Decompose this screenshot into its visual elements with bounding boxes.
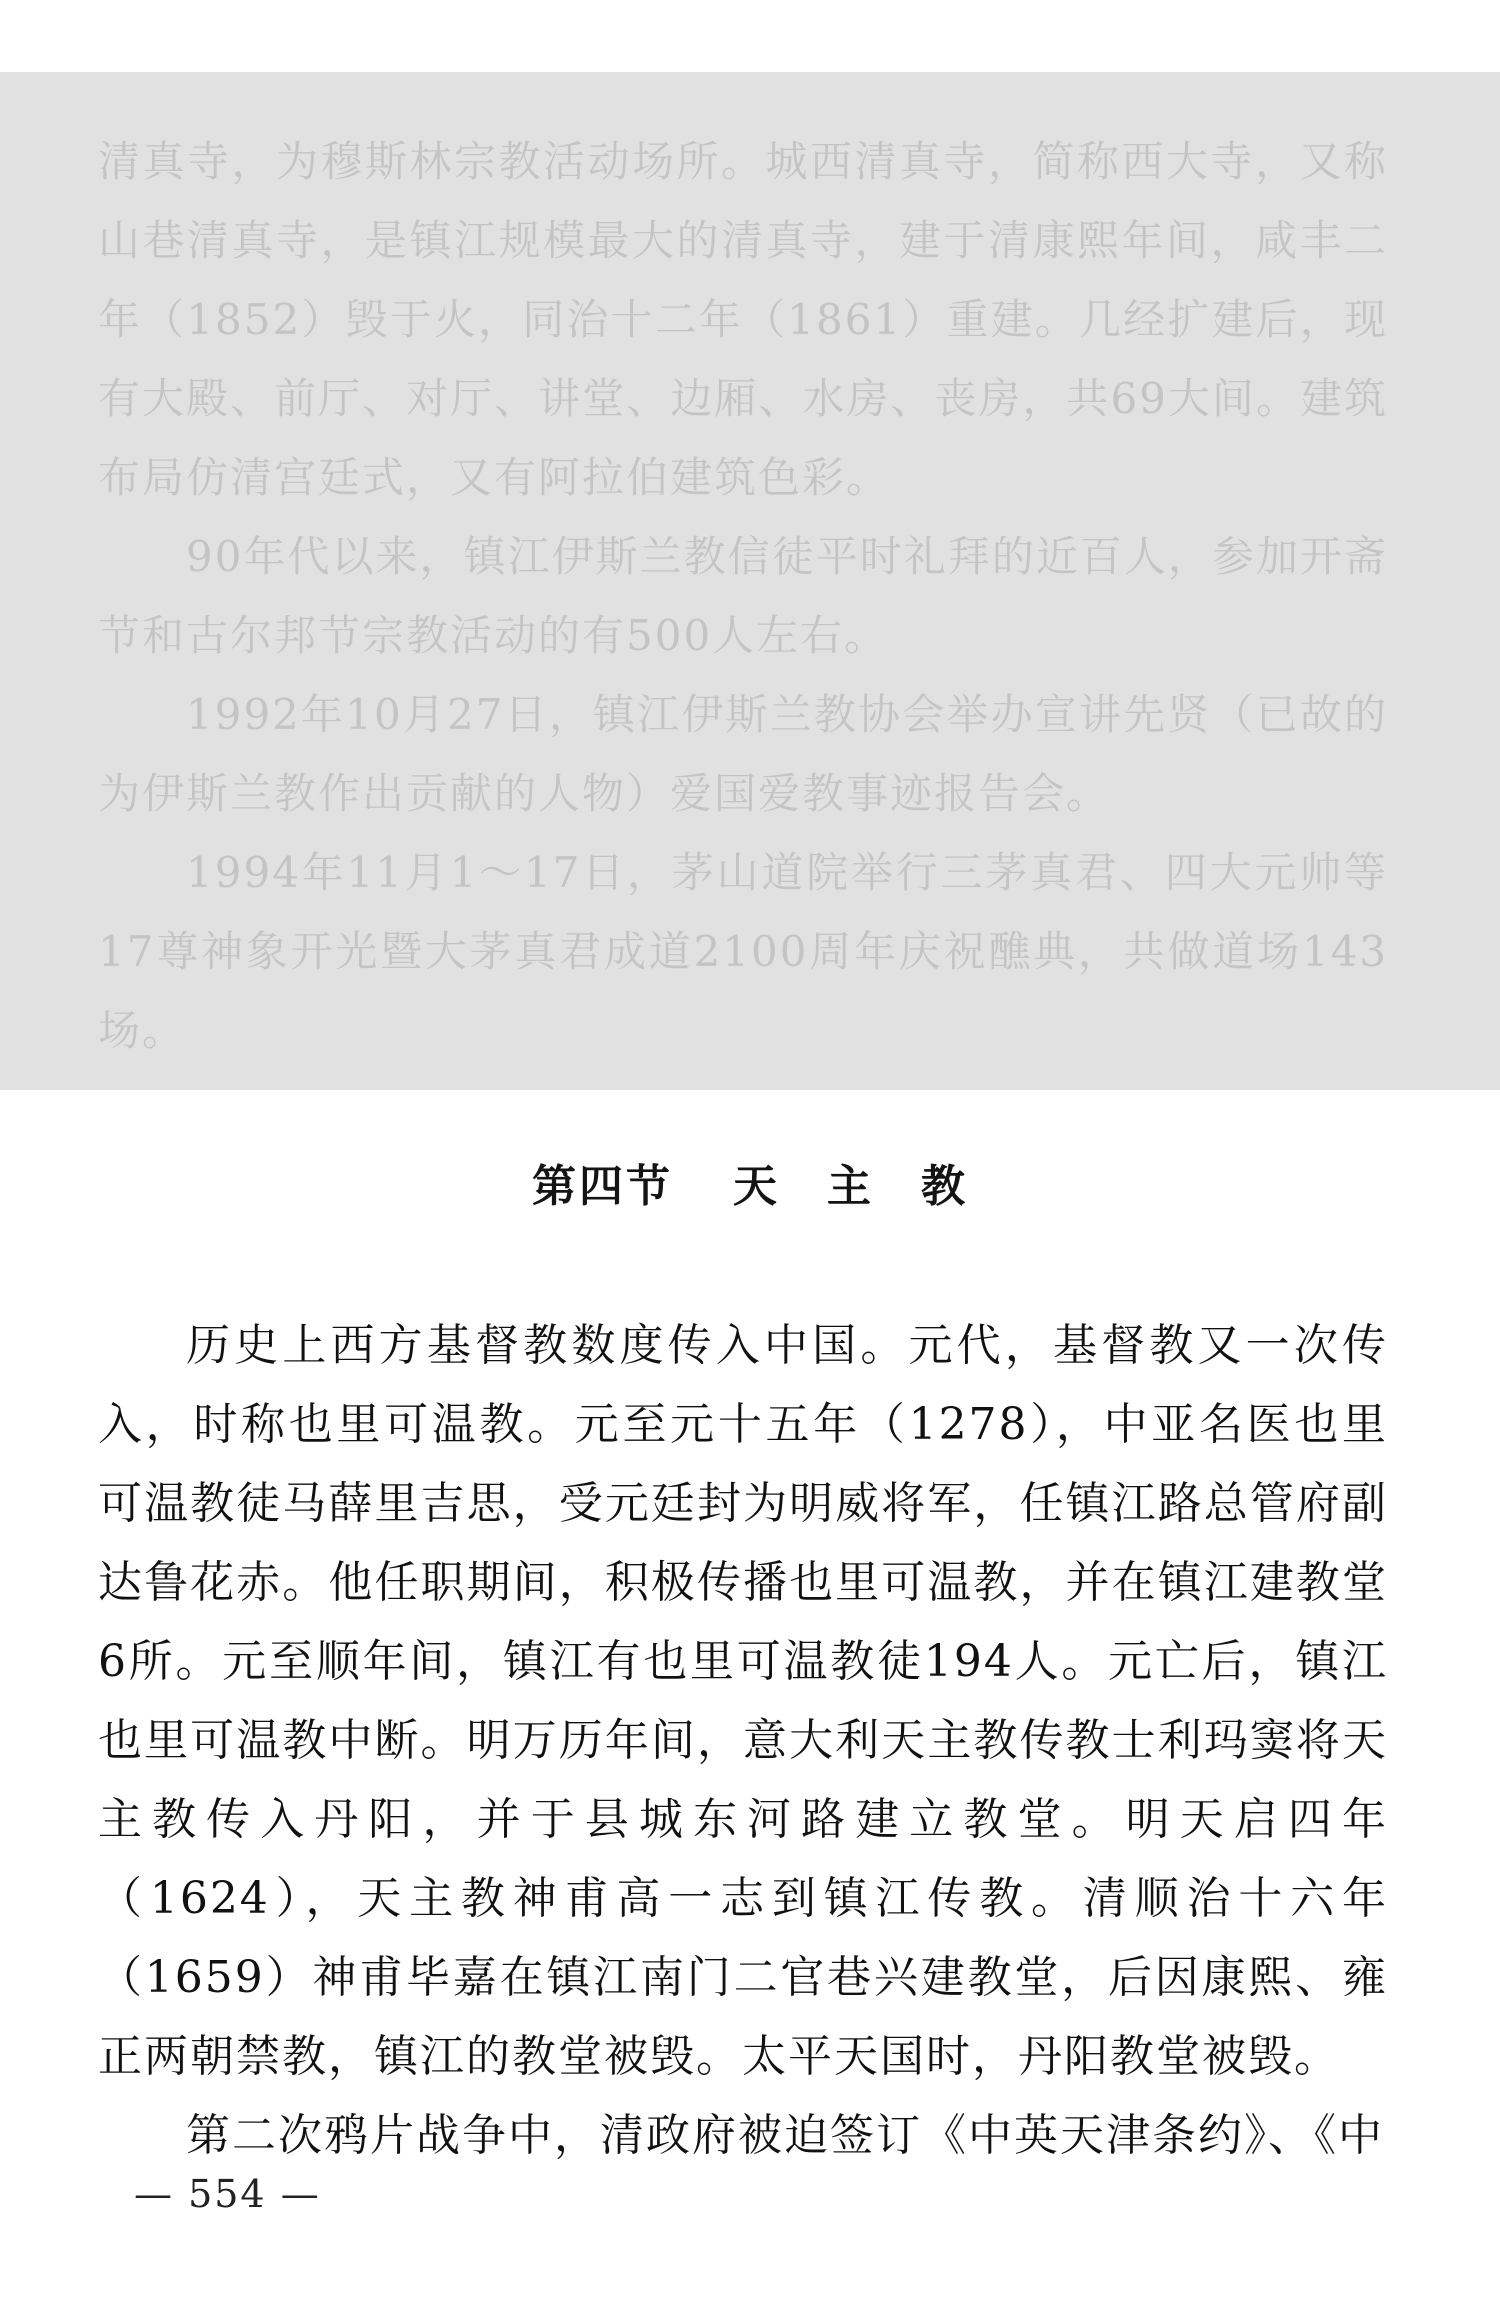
highlight-paragraph: 90年代以来，镇江伊斯兰教信徒平时礼拜的近百人，参加开斋节和古尔邦节宗教活动的有500人左右。 <box>98 532 1388 660</box>
body-text <box>98 1306 1388 2175</box>
highlight-paragraph: 1994年11月1～17日，茅山道院举行三茅真君、四大元帅等17尊神象开光暨大茅真君成道2100周年庆祝醮典，共做道场143场。 <box>98 848 1388 1055</box>
highlight-paragraph: 1992年10月27日，镇江伊斯兰教协会举办宣讲先贤（已故的为伊斯兰教作出贡献的人物）爱国爱教事迹报告会。 <box>98 690 1388 818</box>
highlight-paragraph: 清真寺，为穆斯林宗教活动场所。城西清真寺，简称西大寺，又称山巷清真寺，是镇江规模最大的清真寺，建于清康熙年间，咸丰二年（1852）毁于火，同治十二年（1861）重建。几经扩建后，现有大殿、前厅、对厅、讲堂、边厢、水房、丧房，共69大间。建筑布局仿清宫廷式，又有阿拉伯建筑色彩。 <box>98 137 1388 502</box>
body-paragraph: 第二次鸦片战争中，清政府被迫签订《中英天津条约》、《中 <box>186 2110 1384 2161</box>
section-title <box>0 1150 1500 1214</box>
page-number: — 554 — <box>134 2172 321 2216</box>
section-heading: 天 主 教 <box>733 1161 968 1212</box>
highlighted-passage <box>98 122 1388 1070</box>
section-number: 第四节 <box>532 1161 673 1212</box>
body-paragraph: 历史上西方基督教数度传入中国。元代，基督教又一次传入，时称也里可温教。元至元十五年（1278），中亚名医也里可温教徒马薛里吉思，受元廷封为明威将军，任镇江路总管府副达鲁花赤。他任职期间，积极传播也里可温教，并在镇江建教堂6所。元至顺年间，镇江有也里可温教徒194人。元亡后，镇江也里可温教中断。明万历年间，意大利天主教传教士利玛窦将天主教传入丹阳，并于县城东河路建立教堂。明天启四年（1624），天主教神甫高一志到镇江传教。清顺治十六年（1659）神甫毕嘉在镇江南门二官巷兴建教堂，后因康熙、雍正两朝禁教，镇江的教堂被毁。太平天国时，丹阳教堂被毁。 <box>98 1320 1388 2082</box>
